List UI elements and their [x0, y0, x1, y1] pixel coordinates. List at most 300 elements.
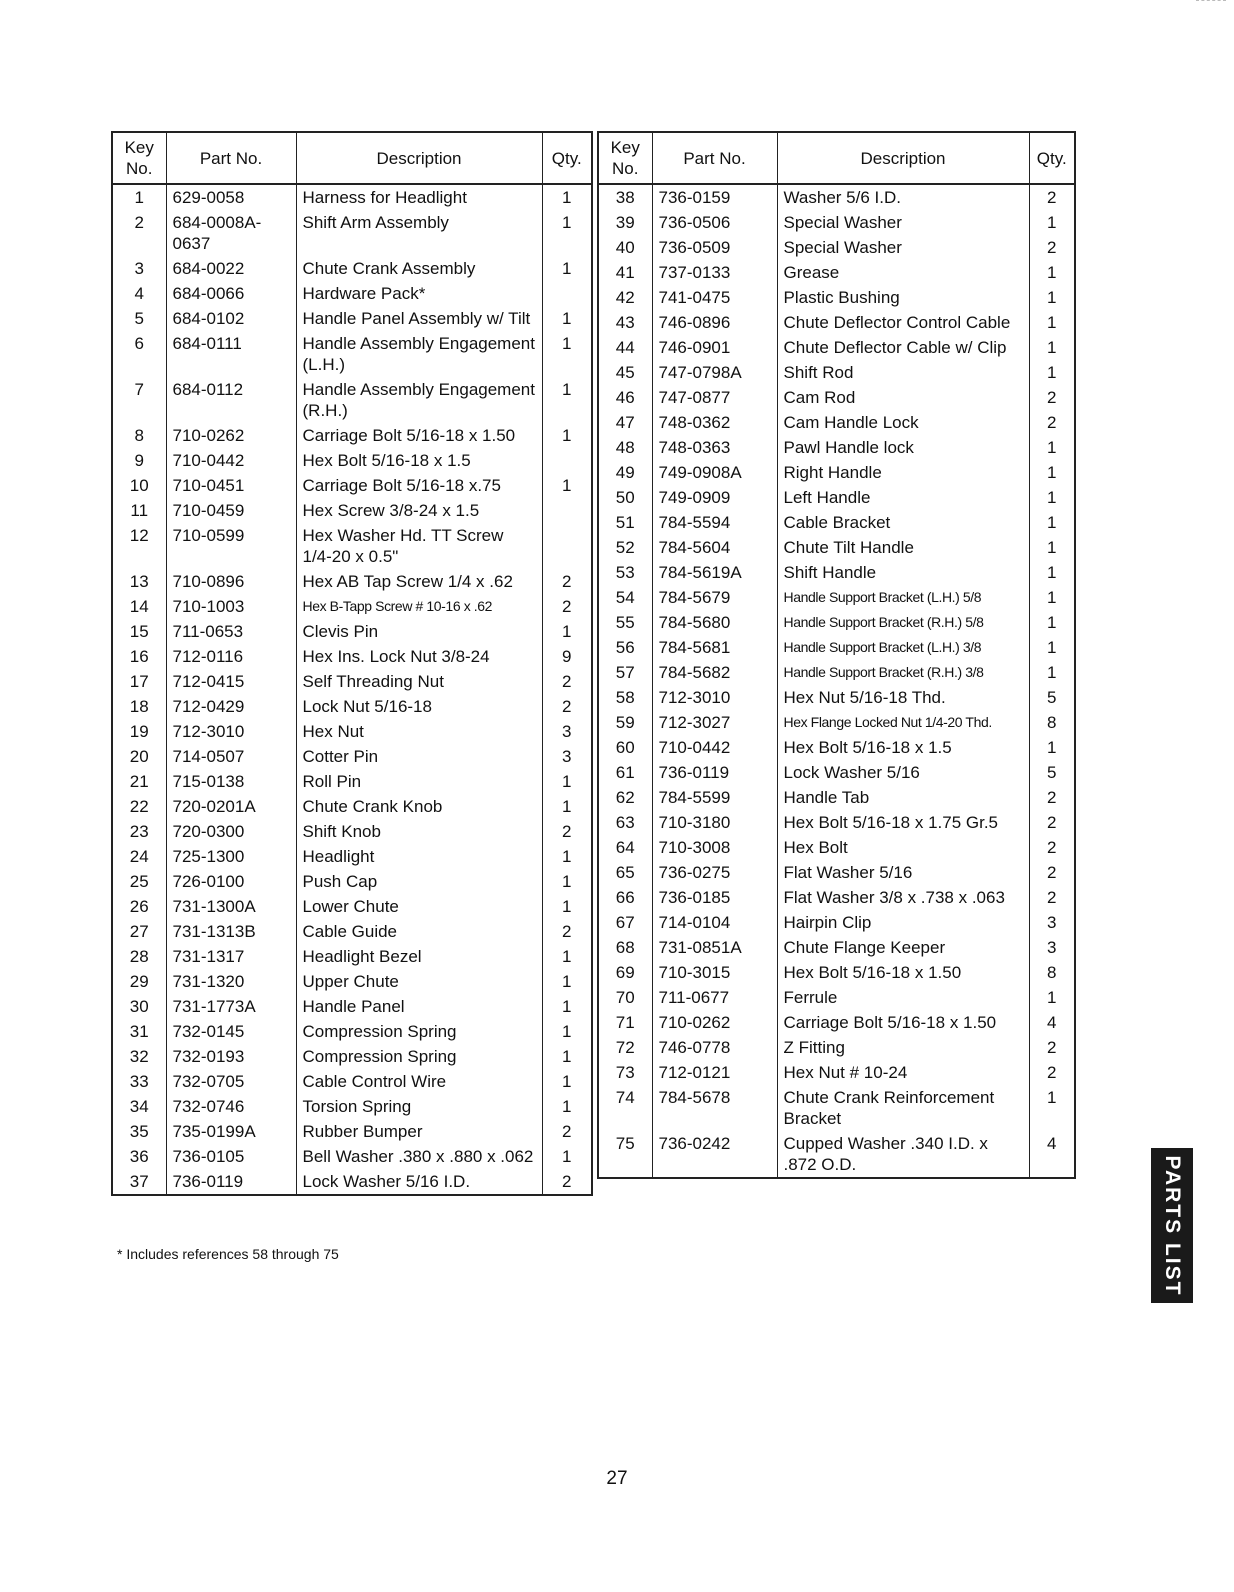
part-no-cell: 732-0193 — [166, 1044, 296, 1069]
table-row — [598, 760, 1075, 785]
description-cell: Lock Washer 5/16 — [777, 760, 1029, 785]
qty-cell: 3 — [542, 744, 592, 769]
description-cell: Torsion Spring — [296, 1094, 542, 1119]
qty-cell: 1 — [1029, 735, 1075, 760]
key-no-cell: 33 — [129, 1072, 149, 1091]
qty-cell: 1 — [1029, 335, 1075, 360]
key-no-cell: 72 — [615, 1038, 635, 1057]
table-row — [112, 694, 592, 719]
table-row — [598, 1035, 1075, 1060]
qty-cell: 1 — [542, 944, 592, 969]
description-cell: Handle Support Bracket (L.H.) 3/8 — [777, 635, 1029, 660]
key-no-cell: 70 — [615, 988, 635, 1007]
key-no-cell: 69 — [615, 963, 635, 982]
qty-cell: 1 — [1029, 485, 1075, 510]
table-row — [598, 935, 1075, 960]
qty-cell: 1 — [542, 869, 592, 894]
qty-cell: 2 — [542, 1169, 592, 1195]
qty-cell: 1 — [1029, 660, 1075, 685]
table-row — [598, 335, 1075, 360]
description-cell: Right Handle — [777, 460, 1029, 485]
description-cell: Hex B-Tapp Screw # 10-16 x .62 — [296, 594, 542, 619]
table-row — [598, 435, 1075, 460]
qty-cell — [542, 498, 592, 523]
table-row — [112, 1044, 592, 1069]
key-no-cell: 59 — [615, 713, 635, 732]
qty-cell: 1 — [1029, 985, 1075, 1010]
table-row — [598, 835, 1075, 860]
part-no-cell: 784-5619A — [652, 560, 777, 585]
key-no-cell: 3 — [134, 259, 144, 278]
part-no-cell: 712-0121 — [652, 1060, 777, 1085]
table-row — [112, 869, 592, 894]
table-row — [112, 719, 592, 744]
key-no-cell: 41 — [615, 263, 635, 282]
part-no-cell: 736-0119 — [166, 1169, 296, 1195]
part-no-cell: 736-0185 — [652, 885, 777, 910]
part-no-cell: 714-0507 — [166, 744, 296, 769]
table-row — [598, 1085, 1075, 1131]
part-no-cell: 710-0262 — [652, 1010, 777, 1035]
qty-cell: 1 — [1029, 435, 1075, 460]
key-no-cell: 12 — [129, 526, 149, 545]
table-row — [598, 610, 1075, 635]
qty-cell: 2 — [542, 919, 592, 944]
description-cell: Pawl Handle lock — [777, 435, 1029, 460]
part-no-cell: 710-0442 — [166, 448, 296, 473]
part-no-cell: 741-0475 — [652, 285, 777, 310]
description-cell: Hairpin Clip — [777, 910, 1029, 935]
description-cell: Cam Handle Lock — [777, 410, 1029, 435]
key-no-cell: 22 — [129, 797, 149, 816]
qty-cell: 1 — [1029, 285, 1075, 310]
part-no-cell: 684-0102 — [166, 306, 296, 331]
table-row — [112, 944, 592, 969]
qty-cell: 1 — [542, 1144, 592, 1169]
description-cell: Grease — [777, 260, 1029, 285]
description-cell: Cable Guide — [296, 919, 542, 944]
key-no-cell: 52 — [615, 538, 635, 557]
key-no-cell: 28 — [129, 947, 149, 966]
table-row — [598, 310, 1075, 335]
description-cell: Harness for Headlight — [296, 184, 542, 210]
qty-cell: 2 — [1029, 410, 1075, 435]
parts-table-right — [597, 131, 1076, 1179]
part-no-cell: 684-0111 — [166, 331, 296, 377]
part-no-cell: 731-1320 — [166, 969, 296, 994]
description-cell: Plastic Bushing — [777, 285, 1029, 310]
section-tab — [1151, 1148, 1193, 1303]
table-row — [598, 885, 1075, 910]
table-row — [112, 256, 592, 281]
table-row — [598, 560, 1075, 585]
table-row — [598, 985, 1075, 1010]
qty-cell — [542, 281, 592, 306]
key-no-cell: 44 — [615, 338, 635, 357]
table-row — [112, 473, 592, 498]
qty-cell: 1 — [542, 769, 592, 794]
key-no-cell: 21 — [129, 772, 149, 791]
part-no-cell: 712-3010 — [652, 685, 777, 710]
part-no-cell: 784-5599 — [652, 785, 777, 810]
part-no-cell: 736-0275 — [652, 860, 777, 885]
part-no-cell: 710-3180 — [652, 810, 777, 835]
part-no-cell: 684-0112 — [166, 377, 296, 423]
qty-cell: 2 — [1029, 860, 1075, 885]
table-row — [598, 1060, 1075, 1085]
description-cell: Handle Tab — [777, 785, 1029, 810]
key-no-cell: 26 — [129, 897, 149, 916]
part-no-cell: 712-0415 — [166, 669, 296, 694]
description-cell: Handle Support Bracket (L.H.) 5/8 — [777, 585, 1029, 610]
key-no-cell: 50 — [615, 488, 635, 507]
table-row — [112, 569, 592, 594]
key-no-cell: 61 — [615, 763, 635, 782]
table-row — [598, 285, 1075, 310]
key-no-cell: 49 — [615, 463, 635, 482]
qty-cell: 8 — [1029, 710, 1075, 735]
qty-cell: 2 — [542, 1119, 592, 1144]
qty-cell — [542, 448, 592, 473]
description-cell: Handle Support Bracket (R.H.) 3/8 — [777, 660, 1029, 685]
qty-cell: 1 — [1029, 560, 1075, 585]
description-cell: Ferrule — [777, 985, 1029, 1010]
key-no-cell: 37 — [129, 1172, 149, 1191]
qty-cell: 2 — [1029, 184, 1075, 210]
key-no-cell: 5 — [134, 309, 144, 328]
part-no-cell: 726-0100 — [166, 869, 296, 894]
part-no-cell: 684-0066 — [166, 281, 296, 306]
qty-cell: 2 — [542, 594, 592, 619]
qty-cell: 4 — [1029, 1010, 1075, 1035]
description-cell: Carriage Bolt 5/16-18 x 1.50 — [777, 1010, 1029, 1035]
qty-cell — [542, 523, 592, 569]
part-no-cell: 715-0138 — [166, 769, 296, 794]
description-cell: Lock Washer 5/16 I.D. — [296, 1169, 542, 1195]
key-no-cell: 24 — [129, 847, 149, 866]
description-cell: Hex Ins. Lock Nut 3/8-24 — [296, 644, 542, 669]
key-no-cell: 55 — [615, 613, 635, 632]
description-cell: Hex Nut 5/16-18 Thd. — [777, 685, 1029, 710]
key-no-cell: 45 — [615, 363, 635, 382]
part-no-cell: 749-0909 — [652, 485, 777, 510]
part-no-cell: 746-0901 — [652, 335, 777, 360]
header-row — [598, 132, 1075, 184]
header-row — [112, 132, 592, 184]
section-tab-label: PARTS LIST — [1161, 1155, 1184, 1296]
table-row — [598, 860, 1075, 885]
part-no-cell: 784-5604 — [652, 535, 777, 560]
part-no-cell: 712-0429 — [166, 694, 296, 719]
key-no-cell: 51 — [615, 513, 635, 532]
description-cell: Bell Washer .380 x .880 x .062 — [296, 1144, 542, 1169]
description-header: Description — [296, 132, 542, 184]
qty-cell: 2 — [1029, 1035, 1075, 1060]
table-row — [112, 1094, 592, 1119]
part-no-cell: 710-3008 — [652, 835, 777, 860]
qty-cell: 1 — [542, 794, 592, 819]
description-cell: Handle Support Bracket (R.H.) 5/8 — [777, 610, 1029, 635]
description-cell: Cotter Pin — [296, 744, 542, 769]
table-row — [112, 1169, 592, 1195]
qty-cell: 2 — [542, 669, 592, 694]
table-row — [112, 1069, 592, 1094]
part-no-cell: 749-0908A — [652, 460, 777, 485]
qty-cell: 3 — [1029, 935, 1075, 960]
part-no-cell: 735-0199A — [166, 1119, 296, 1144]
part-no-cell: 736-0159 — [652, 184, 777, 210]
key-no-cell: 42 — [615, 288, 635, 307]
table-row — [112, 844, 592, 869]
part-no-cell: 731-1773A — [166, 994, 296, 1019]
key-no-cell: 23 — [129, 822, 149, 841]
part-no-cell: 736-0105 — [166, 1144, 296, 1169]
part-no-cell: 732-0705 — [166, 1069, 296, 1094]
description-cell: Left Handle — [777, 485, 1029, 510]
table-row — [112, 184, 592, 210]
key-no-cell: 38 — [615, 188, 635, 207]
description-cell: Cam Rod — [777, 385, 1029, 410]
description-cell: Hex Bolt 5/16-18 x 1.50 — [777, 960, 1029, 985]
table-row — [112, 894, 592, 919]
key-no-cell: 7 — [134, 380, 144, 399]
part-no-cell: 731-0851A — [652, 935, 777, 960]
footnote: * Includes references 58 through 75 — [117, 1246, 339, 1262]
qty-cell: 1 — [542, 331, 592, 377]
description-cell: Cupped Washer .340 I.D. x .872 O.D. — [777, 1131, 1029, 1178]
description-cell: Flat Washer 5/16 — [777, 860, 1029, 885]
table-row — [112, 498, 592, 523]
description-cell: Flat Washer 3/8 x .738 x .063 — [777, 885, 1029, 910]
table-row — [598, 735, 1075, 760]
table-row — [598, 1131, 1075, 1178]
table-row — [112, 281, 592, 306]
description-cell: Headlight — [296, 844, 542, 869]
description-cell: Cable Bracket — [777, 510, 1029, 535]
page-number: 27 — [606, 1468, 628, 1489]
description-cell: Carriage Bolt 5/16-18 x.75 — [296, 473, 542, 498]
qty-cell: 1 — [542, 969, 592, 994]
key-no-cell: 16 — [129, 647, 149, 666]
qty-cell: 1 — [542, 1044, 592, 1069]
table-row — [598, 210, 1075, 235]
part-no-cell: 784-5681 — [652, 635, 777, 660]
description-cell: Hex Screw 3/8-24 x 1.5 — [296, 498, 542, 523]
table-row — [112, 331, 592, 377]
key-no-cell: 43 — [615, 313, 635, 332]
qty-cell: 2 — [1029, 885, 1075, 910]
part-no-cell: 746-0896 — [652, 310, 777, 335]
table-row — [112, 594, 592, 619]
part-no-cell: 710-0459 — [166, 498, 296, 523]
part-no-cell: 731-1313B — [166, 919, 296, 944]
key-no-cell: 31 — [129, 1022, 149, 1041]
description-cell: Z Fitting — [777, 1035, 1029, 1060]
parts-rows-left — [112, 184, 592, 1195]
description-cell: Hex Bolt — [777, 835, 1029, 860]
description-cell: Rubber Bumper — [296, 1119, 542, 1144]
qty-cell: 1 — [542, 473, 592, 498]
table-row — [598, 385, 1075, 410]
description-cell: Special Washer — [777, 235, 1029, 260]
qty-cell: 2 — [1029, 810, 1075, 835]
key-no-cell: 65 — [615, 863, 635, 882]
table-row — [598, 785, 1075, 810]
key-no-cell: 30 — [129, 997, 149, 1016]
table-row — [112, 969, 592, 994]
table-row — [112, 644, 592, 669]
description-cell: Handle Panel — [296, 994, 542, 1019]
key-no-cell: 62 — [615, 788, 635, 807]
part-no-cell: 736-0506 — [652, 210, 777, 235]
description-cell: Special Washer — [777, 210, 1029, 235]
qty-cell: 1 — [542, 1019, 592, 1044]
description-cell: Chute Crank Knob — [296, 794, 542, 819]
description-cell: Chute Crank Reinforcement Bracket — [777, 1085, 1029, 1131]
table-row — [112, 306, 592, 331]
table-row — [112, 744, 592, 769]
key-no-cell: 46 — [615, 388, 635, 407]
key-no-cell: 18 — [129, 697, 149, 716]
table-row — [598, 184, 1075, 210]
part-no-cell: 736-0509 — [652, 235, 777, 260]
table-row — [598, 485, 1075, 510]
key-no-cell: 25 — [129, 872, 149, 891]
key-no-cell: 39 — [615, 213, 635, 232]
part-no-cell: 684-0008A-0637 — [166, 210, 296, 256]
key-no-header: Key No. — [598, 132, 652, 184]
qty-cell: 1 — [1029, 360, 1075, 385]
qty-cell: 1 — [542, 256, 592, 281]
qty-cell: 1 — [1029, 535, 1075, 560]
table-row — [598, 910, 1075, 935]
description-cell: Roll Pin — [296, 769, 542, 794]
table-row — [598, 1010, 1075, 1035]
part-no-cell: 714-0104 — [652, 910, 777, 935]
part-no-cell: 784-5594 — [652, 510, 777, 535]
description-cell: Clevis Pin — [296, 619, 542, 644]
key-no-cell: 19 — [129, 722, 149, 741]
qty-cell: 1 — [1029, 585, 1075, 610]
table-row — [598, 960, 1075, 985]
table-row — [112, 448, 592, 473]
table-row — [112, 669, 592, 694]
part-no-cell: 784-5678 — [652, 1085, 777, 1131]
key-no-cell: 53 — [615, 563, 635, 582]
key-no-cell: 34 — [129, 1097, 149, 1116]
table-row — [598, 235, 1075, 260]
key-no-cell: 68 — [615, 938, 635, 957]
scan-mark — [1196, 0, 1226, 2]
description-cell: Compression Spring — [296, 1019, 542, 1044]
qty-cell: 2 — [1029, 1060, 1075, 1085]
description-cell: Hex Bolt 5/16-18 x 1.5 — [777, 735, 1029, 760]
qty-cell: 1 — [542, 377, 592, 423]
qty-cell: 1 — [542, 1069, 592, 1094]
part-no-cell: 710-0451 — [166, 473, 296, 498]
key-no-cell: 60 — [615, 738, 635, 757]
description-cell: Lock Nut 5/16-18 — [296, 694, 542, 719]
key-no-cell: 75 — [615, 1134, 635, 1153]
key-no-cell: 73 — [615, 1063, 635, 1082]
part-no-cell: 732-0145 — [166, 1019, 296, 1044]
key-no-cell: 47 — [615, 413, 635, 432]
part-no-cell: 712-3027 — [652, 710, 777, 735]
table-row — [112, 919, 592, 944]
part-no-cell: 784-5680 — [652, 610, 777, 635]
key-no-cell: 13 — [129, 572, 149, 591]
part-no-cell: 710-1003 — [166, 594, 296, 619]
qty-cell: 1 — [1029, 210, 1075, 235]
qty-cell: 1 — [1029, 1085, 1075, 1131]
table-row — [112, 619, 592, 644]
qty-cell: 1 — [1029, 310, 1075, 335]
description-cell: Shift Arm Assembly — [296, 210, 542, 256]
description-cell: Handle Assembly Engagement (R.H.) — [296, 377, 542, 423]
part-no-cell: 710-0442 — [652, 735, 777, 760]
qty-cell: 8 — [1029, 960, 1075, 985]
part-no-cell: 731-1300A — [166, 894, 296, 919]
key-no-cell: 40 — [615, 238, 635, 257]
description-cell: Chute Deflector Cable w/ Clip — [777, 335, 1029, 360]
key-no-cell: 54 — [615, 588, 635, 607]
table-row — [112, 994, 592, 1019]
qty-cell: 4 — [1029, 1131, 1075, 1178]
key-no-cell: 35 — [129, 1122, 149, 1141]
key-no-cell: 57 — [615, 663, 635, 682]
qty-cell: 1 — [542, 306, 592, 331]
description-cell: Lower Chute — [296, 894, 542, 919]
key-no-cell: 48 — [615, 438, 635, 457]
key-no-cell: 74 — [615, 1088, 635, 1107]
table-row — [112, 794, 592, 819]
description-cell: Hex Flange Locked Nut 1/4-20 Thd. — [777, 710, 1029, 735]
table-row — [112, 423, 592, 448]
key-no-cell: 10 — [129, 476, 149, 495]
table-row — [598, 510, 1075, 535]
table-row — [598, 260, 1075, 285]
key-no-cell: 56 — [615, 638, 635, 657]
table-row — [112, 1019, 592, 1044]
part-no-cell: 737-0133 — [652, 260, 777, 285]
description-cell: Hex Washer Hd. TT Screw 1/4-20 x 0.5" — [296, 523, 542, 569]
parts-table-left — [111, 131, 593, 1196]
description-cell: Self Threading Nut — [296, 669, 542, 694]
key-no-header: Key No. — [112, 132, 166, 184]
qty-cell: 5 — [1029, 685, 1075, 710]
part-no-cell: 710-0896 — [166, 569, 296, 594]
key-no-cell: 15 — [129, 622, 149, 641]
description-cell: Shift Rod — [777, 360, 1029, 385]
part-no-header: Part No. — [166, 132, 296, 184]
part-no-cell: 784-5679 — [652, 585, 777, 610]
qty-cell: 1 — [542, 210, 592, 256]
key-no-cell: 4 — [134, 284, 144, 303]
qty-cell: 2 — [542, 819, 592, 844]
part-no-cell: 710-0262 — [166, 423, 296, 448]
part-no-cell: 732-0746 — [166, 1094, 296, 1119]
key-no-cell: 67 — [615, 913, 635, 932]
table-row — [112, 210, 592, 256]
description-cell: Shift Knob — [296, 819, 542, 844]
qty-cell: 1 — [542, 1094, 592, 1119]
description-cell: Cable Control Wire — [296, 1069, 542, 1094]
description-cell: Hex Bolt 5/16-18 x 1.5 — [296, 448, 542, 473]
description-cell: Compression Spring — [296, 1044, 542, 1069]
key-no-cell: 6 — [134, 334, 144, 353]
qty-cell: 1 — [542, 619, 592, 644]
key-no-cell: 66 — [615, 888, 635, 907]
